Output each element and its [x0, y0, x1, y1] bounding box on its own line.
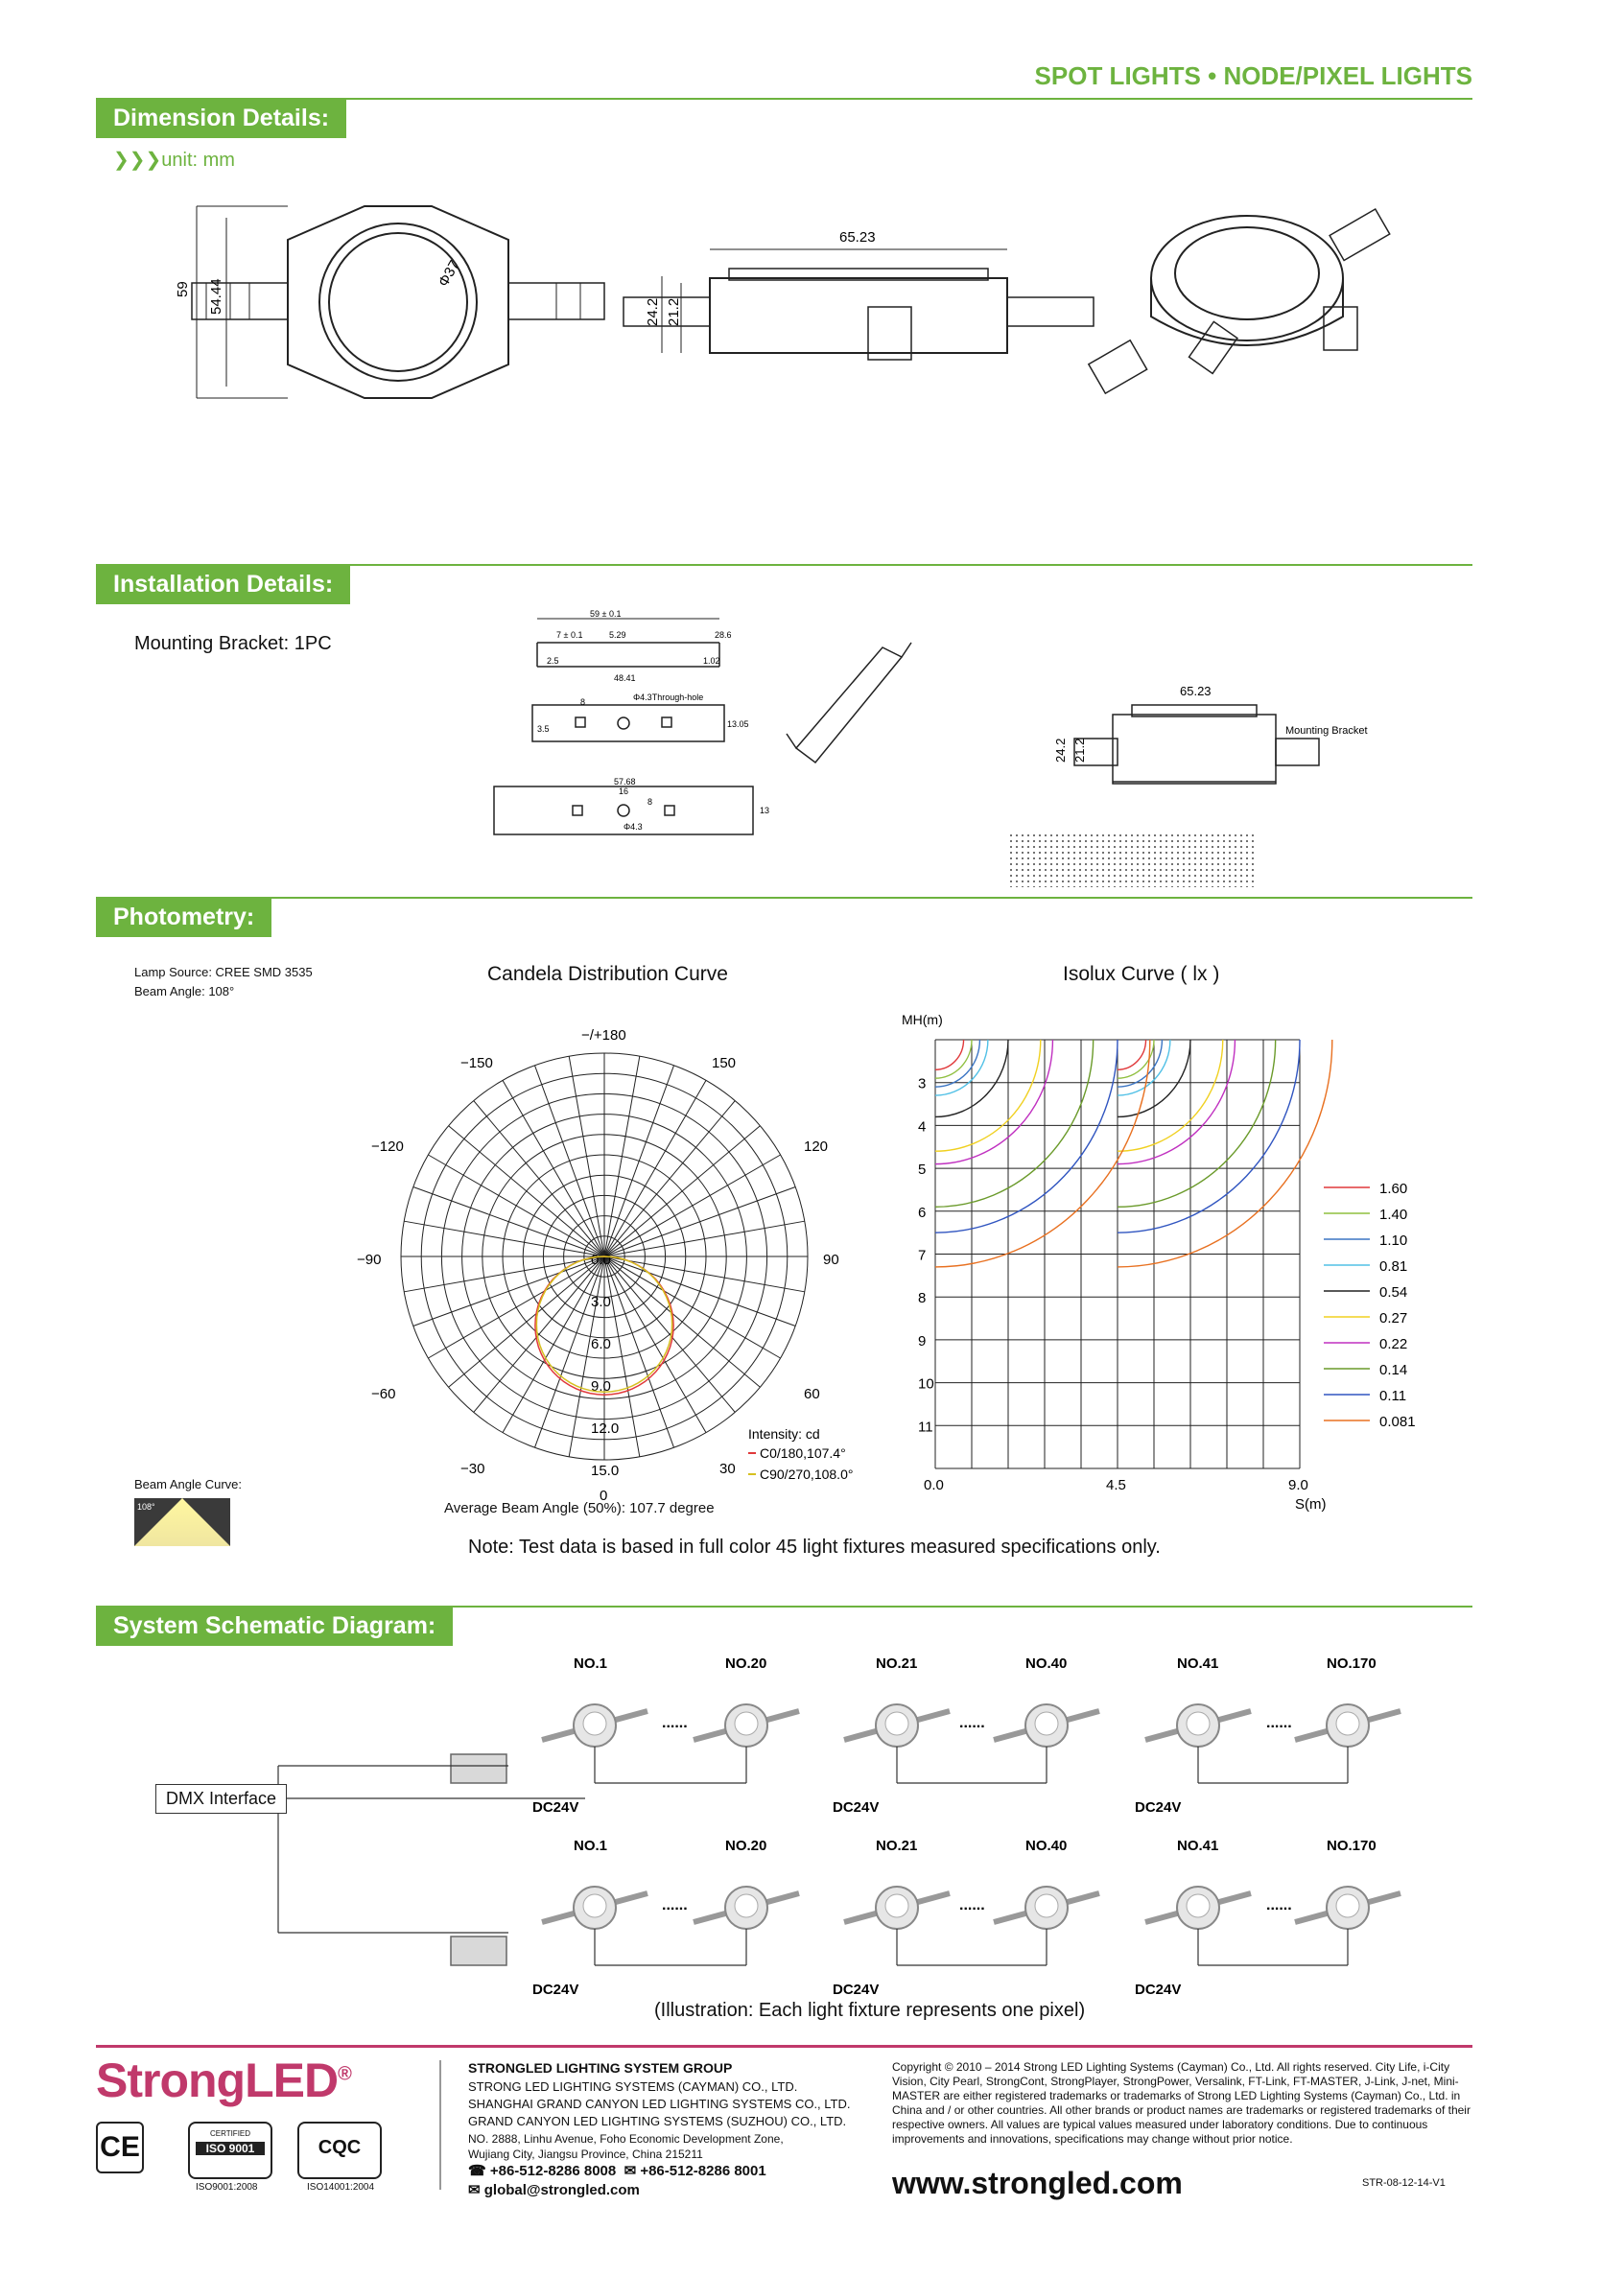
isolux-curve-right	[1118, 1040, 1235, 1164]
company-1: STRONG LED LIGHTING SYSTEMS (CAYMAN) CO., LTD.	[468, 2079, 798, 2094]
candela-title: Candela Distribution Curve	[487, 963, 728, 985]
curve-c0-label: C0/180,107.4°	[760, 1445, 846, 1461]
fixture-lens	[1336, 1894, 1359, 1917]
isolux-legend-label: 1.10	[1379, 1232, 1408, 1249]
fixture-lens	[1187, 1894, 1210, 1917]
page-header-title: SPOT LIGHTS • NODE/PIXEL LIGHTS	[1034, 61, 1472, 90]
iso14001-caption: ISO14001:2004	[307, 2182, 375, 2193]
chevron-icon: ❯❯❯	[113, 150, 162, 171]
node-label: NO.41	[1177, 1838, 1219, 1854]
install-dim-a: 7 ± 0.1	[556, 630, 583, 640]
brand-logo: StrongLED®	[96, 2054, 351, 2107]
contact-email: ✉ global@strongled.com	[468, 2182, 640, 2198]
email-icon: ✉	[468, 2182, 481, 2198]
node-label: NO.20	[725, 1655, 767, 1672]
fixture-lens	[583, 1712, 606, 1735]
contact-phones: ☎ +86-512-8286 8008 ✉ +86-512-8286 8001	[468, 2163, 766, 2179]
node-label: NO.170	[1327, 1838, 1377, 1854]
install-dim-q: Φ4.3	[624, 822, 643, 832]
isolux-legend-label: 0.81	[1379, 1258, 1408, 1275]
isolux-curve-right	[1118, 1040, 1146, 1069]
dim-h2: 54.44	[208, 278, 224, 315]
document-code: STR-08-12-14-V1	[1362, 2177, 1446, 2189]
isolux-legend-label: 0.54	[1379, 1284, 1408, 1301]
intensity-label: Intensity: cd	[748, 1426, 820, 1442]
isolux-curve	[935, 1040, 988, 1095]
dim-len: 65.23	[839, 229, 876, 246]
section-divider	[96, 897, 1472, 899]
isolux-y-tick: 11	[918, 1419, 933, 1436]
polar-radial-label: 6.0	[591, 1336, 611, 1352]
install-dim-f: 2.5	[547, 656, 559, 666]
ellipsis: ......	[959, 1897, 985, 1913]
psu-label: DC24V	[833, 1799, 880, 1816]
psu-label: DC24V	[532, 1799, 579, 1816]
install-dim-e: 1.02	[703, 656, 720, 666]
polar-angle-label: −150	[460, 1055, 493, 1071]
average-beam-angle: Average Beam Angle (50%): 107.7 degree	[444, 1500, 715, 1516]
isolux-x-tick: 0.0	[924, 1477, 944, 1493]
footer-divider	[96, 2045, 1472, 2048]
ellipsis: ......	[959, 1715, 985, 1731]
iso9001-badge: CERTIFIED ISO 9001	[188, 2122, 272, 2179]
fixture-lens	[885, 1712, 908, 1735]
dim-dia: Φ37	[435, 257, 463, 290]
install-v1: 24.2	[1053, 738, 1068, 763]
isolux-xlabel: S(m)	[1295, 1496, 1327, 1513]
fixture-lens	[1187, 1712, 1210, 1735]
psu-label: DC24V	[833, 1982, 880, 1998]
install-dim-m: 57.68	[614, 777, 636, 786]
node-label: NO.21	[876, 1655, 918, 1672]
ce-mark: CE	[96, 2122, 144, 2173]
fax-icon: ✉	[624, 2163, 637, 2179]
polar-radial-label: 9.0	[591, 1378, 611, 1395]
website-link[interactable]: www.strongled.com	[892, 2166, 1183, 2200]
ellipsis: ......	[1266, 1897, 1292, 1913]
illustration-caption: (Illustration: Each light fixture represents one pixel)	[654, 2000, 1086, 2021]
isolux-title: Isolux Curve ( lx )	[1063, 963, 1220, 985]
polar-angle-label: −120	[371, 1138, 404, 1155]
isolux-legend-label: 0.11	[1379, 1388, 1407, 1404]
fixture-lens	[735, 1712, 758, 1735]
iso14001-badge: CQC	[297, 2122, 382, 2179]
install-bracket-label: Mounting Bracket	[1285, 725, 1368, 737]
node-label: NO.1	[574, 1655, 608, 1672]
ellipsis: ......	[662, 1897, 688, 1913]
polar-angle-label: 150	[712, 1055, 737, 1071]
beam-angle-graphic	[134, 1498, 230, 1546]
isolux-curve	[935, 1040, 972, 1078]
section-title-photometry: Photometry:	[96, 897, 271, 937]
isolux-curve	[935, 1040, 979, 1087]
install-dim-k: 3.5	[537, 724, 550, 734]
polar-radial-label: 12.0	[591, 1420, 620, 1437]
node-label: NO.170	[1327, 1655, 1377, 1672]
polar-angle-label: −60	[371, 1386, 396, 1402]
node-label: NO.21	[876, 1838, 918, 1854]
psu-label: DC24V	[1135, 1799, 1182, 1816]
install-dim-c: 28.6	[715, 630, 732, 640]
isolux-curve-right	[1118, 1040, 1276, 1207]
fixture-lens	[885, 1894, 908, 1917]
power-supply-icon	[451, 1937, 506, 1965]
isolux-y-tick: 6	[918, 1204, 927, 1221]
node-label: NO.20	[725, 1838, 767, 1854]
polar-radial-label: 15.0	[591, 1463, 620, 1479]
dimension-drawings	[173, 182, 1468, 422]
ellipsis: ......	[662, 1715, 688, 1731]
lamp-source: Lamp Source: CREE SMD 3535	[134, 965, 313, 979]
install-len: 65.23	[1180, 684, 1212, 698]
node-label: NO.41	[1177, 1655, 1219, 1672]
isolux-legend-label: 1.40	[1379, 1207, 1408, 1223]
dim-h1: 59	[175, 281, 191, 297]
unit-label: ❯❯❯unit: mm	[113, 150, 235, 171]
isolux-curve	[935, 1040, 1041, 1151]
isolux-y-tick: 3	[918, 1075, 927, 1092]
psu-label: DC24V	[1135, 1982, 1182, 1998]
isolux-x-tick: 9.0	[1288, 1477, 1308, 1493]
curve-c90-label: C90/270,108.0°	[760, 1467, 854, 1482]
install-dim-r: 13	[760, 806, 770, 815]
fixture-lens	[1035, 1712, 1058, 1735]
copyright-text: Copyright © 2010 – 2014 Strong LED Lighting Systems (Cayman) Co., Ltd. All rights reserved. City Life, i-City Vision, City Pearl, StrongCont, StrongPlayer, StrongPower, Versalink, FT-Link, FT-MASTER, J-Link, J-net, Mini-MASTER are either registered trademarks or trademarks of Strong LED Lighting Systems (Cayman) Co., Ltd. in China and / or other countries. All other brands or product names are trademarks or registered trademarks of their respective owners. All values are typical values measured under laboratory conditions. Due to continuous improvements and innovations, specifications may change without prior notice.	[892, 2060, 1471, 2146]
install-dim-p: 8	[647, 797, 653, 807]
isolux-legend-label: 1.60	[1379, 1181, 1408, 1197]
install-v2: 21.2	[1072, 738, 1087, 763]
isolux-y-tick: 7	[918, 1247, 927, 1264]
isolux-x-tick: 4.5	[1106, 1477, 1126, 1493]
polar-angle-label: −90	[357, 1252, 382, 1268]
isolux-legend-label: 0.14	[1379, 1362, 1408, 1378]
isolux-curve	[935, 1040, 1052, 1164]
photometry-note: Note: Test data is based in full color 45 light fixtures measured specifications only.	[468, 1537, 1161, 1558]
installation-drawings	[480, 609, 1439, 849]
fixture-lens	[1035, 1894, 1058, 1917]
polar-angle-label: 0	[600, 1488, 608, 1504]
polar-angle-label: 30	[719, 1461, 736, 1477]
beam-angle-curve-label: Beam Angle Curve:	[134, 1477, 243, 1491]
polar-angle-label: 90	[823, 1252, 839, 1268]
isolux-curve	[935, 1040, 964, 1069]
isolux-legend-label: 0.27	[1379, 1310, 1408, 1326]
iso9001-caption: ISO9001:2008	[196, 2182, 258, 2193]
isolux-chart	[902, 1007, 1439, 1513]
polar-angle-label: −/+180	[581, 1027, 626, 1044]
candela-polar-chart	[357, 998, 863, 1504]
company-2: SHANGHAI GRAND CANYON LED LIGHTING SYSTEMS CO., LTD.	[468, 2097, 851, 2111]
isolux-y-tick: 4	[918, 1118, 927, 1136]
isolux-curve-right	[1118, 1040, 1170, 1095]
isolux-curve-right	[1118, 1040, 1162, 1087]
section-title-schematic: System Schematic Diagram:	[96, 1606, 453, 1646]
address-1: NO. 2888, Linhu Avenue, Foho Economic Development Zone,	[468, 2132, 784, 2146]
polar-angle-label: 60	[804, 1386, 820, 1402]
dim-v1: 24.2	[645, 297, 661, 326]
install-dim-total: 59 ± 0.1	[590, 609, 622, 619]
polar-angle-label: 120	[804, 1138, 829, 1155]
node-label: NO.40	[1025, 1655, 1068, 1672]
company-3: GRAND CANYON LED LIGHTING SYSTEMS (SUZHOU) CO., LTD.	[468, 2114, 847, 2128]
isolux-curve-right	[1118, 1040, 1223, 1151]
phone-icon: ☎	[468, 2163, 486, 2179]
footer-vertical-divider	[439, 2060, 441, 2190]
node-label: NO.1	[574, 1838, 608, 1854]
isolux-legend-label: 0.22	[1379, 1336, 1408, 1352]
dim-v2: 21.2	[666, 297, 682, 326]
install-dim-hole: Φ4.3Through-hole	[633, 692, 704, 702]
ellipsis: ......	[1266, 1715, 1292, 1731]
bracket-label: Mounting Bracket: 1PC	[134, 633, 332, 654]
isolux-legend-label: 0.081	[1379, 1414, 1416, 1430]
beam-angle-small: 108°	[137, 1502, 155, 1512]
install-dim-h: 8	[580, 697, 586, 707]
schematic-diagram	[144, 1645, 1487, 2000]
polar-angle-label: −30	[460, 1461, 485, 1477]
group-name: STRONGLED LIGHTING SYSTEM GROUP	[468, 2060, 733, 2076]
section-title-installation: Installation Details:	[96, 564, 350, 604]
polar-radial-label: 0.0	[591, 1252, 611, 1268]
polar-radial-label: 3.0	[591, 1294, 611, 1310]
install-dim-i: 13.05	[727, 719, 749, 729]
fixture-lens	[735, 1894, 758, 1917]
section-title-dimension: Dimension Details:	[96, 98, 346, 138]
fixture-lens	[1336, 1712, 1359, 1735]
install-dim-n: 16	[619, 786, 629, 796]
isolux-y-tick: 8	[918, 1290, 927, 1307]
power-supply-icon	[451, 1754, 506, 1783]
isolux-y-tick: 9	[918, 1332, 927, 1350]
beam-angle: Beam Angle: 108°	[134, 984, 235, 998]
address-2: Wujiang City, Jiangsu Province, China 215211	[468, 2148, 703, 2161]
isolux-ylabel: MH(m)	[902, 1012, 943, 1027]
isolux-y-tick: 10	[918, 1375, 934, 1393]
psu-label: DC24V	[532, 1982, 579, 1998]
node-label: NO.40	[1025, 1838, 1068, 1854]
isolux-y-tick: 5	[918, 1162, 927, 1179]
dmx-interface: DMX Interface	[155, 1784, 287, 1814]
fixture-lens	[583, 1894, 606, 1917]
install-dim-b: 5.29	[609, 630, 626, 640]
isolux-curve	[935, 1040, 1094, 1207]
install-dim-d: 48.41	[614, 673, 636, 683]
